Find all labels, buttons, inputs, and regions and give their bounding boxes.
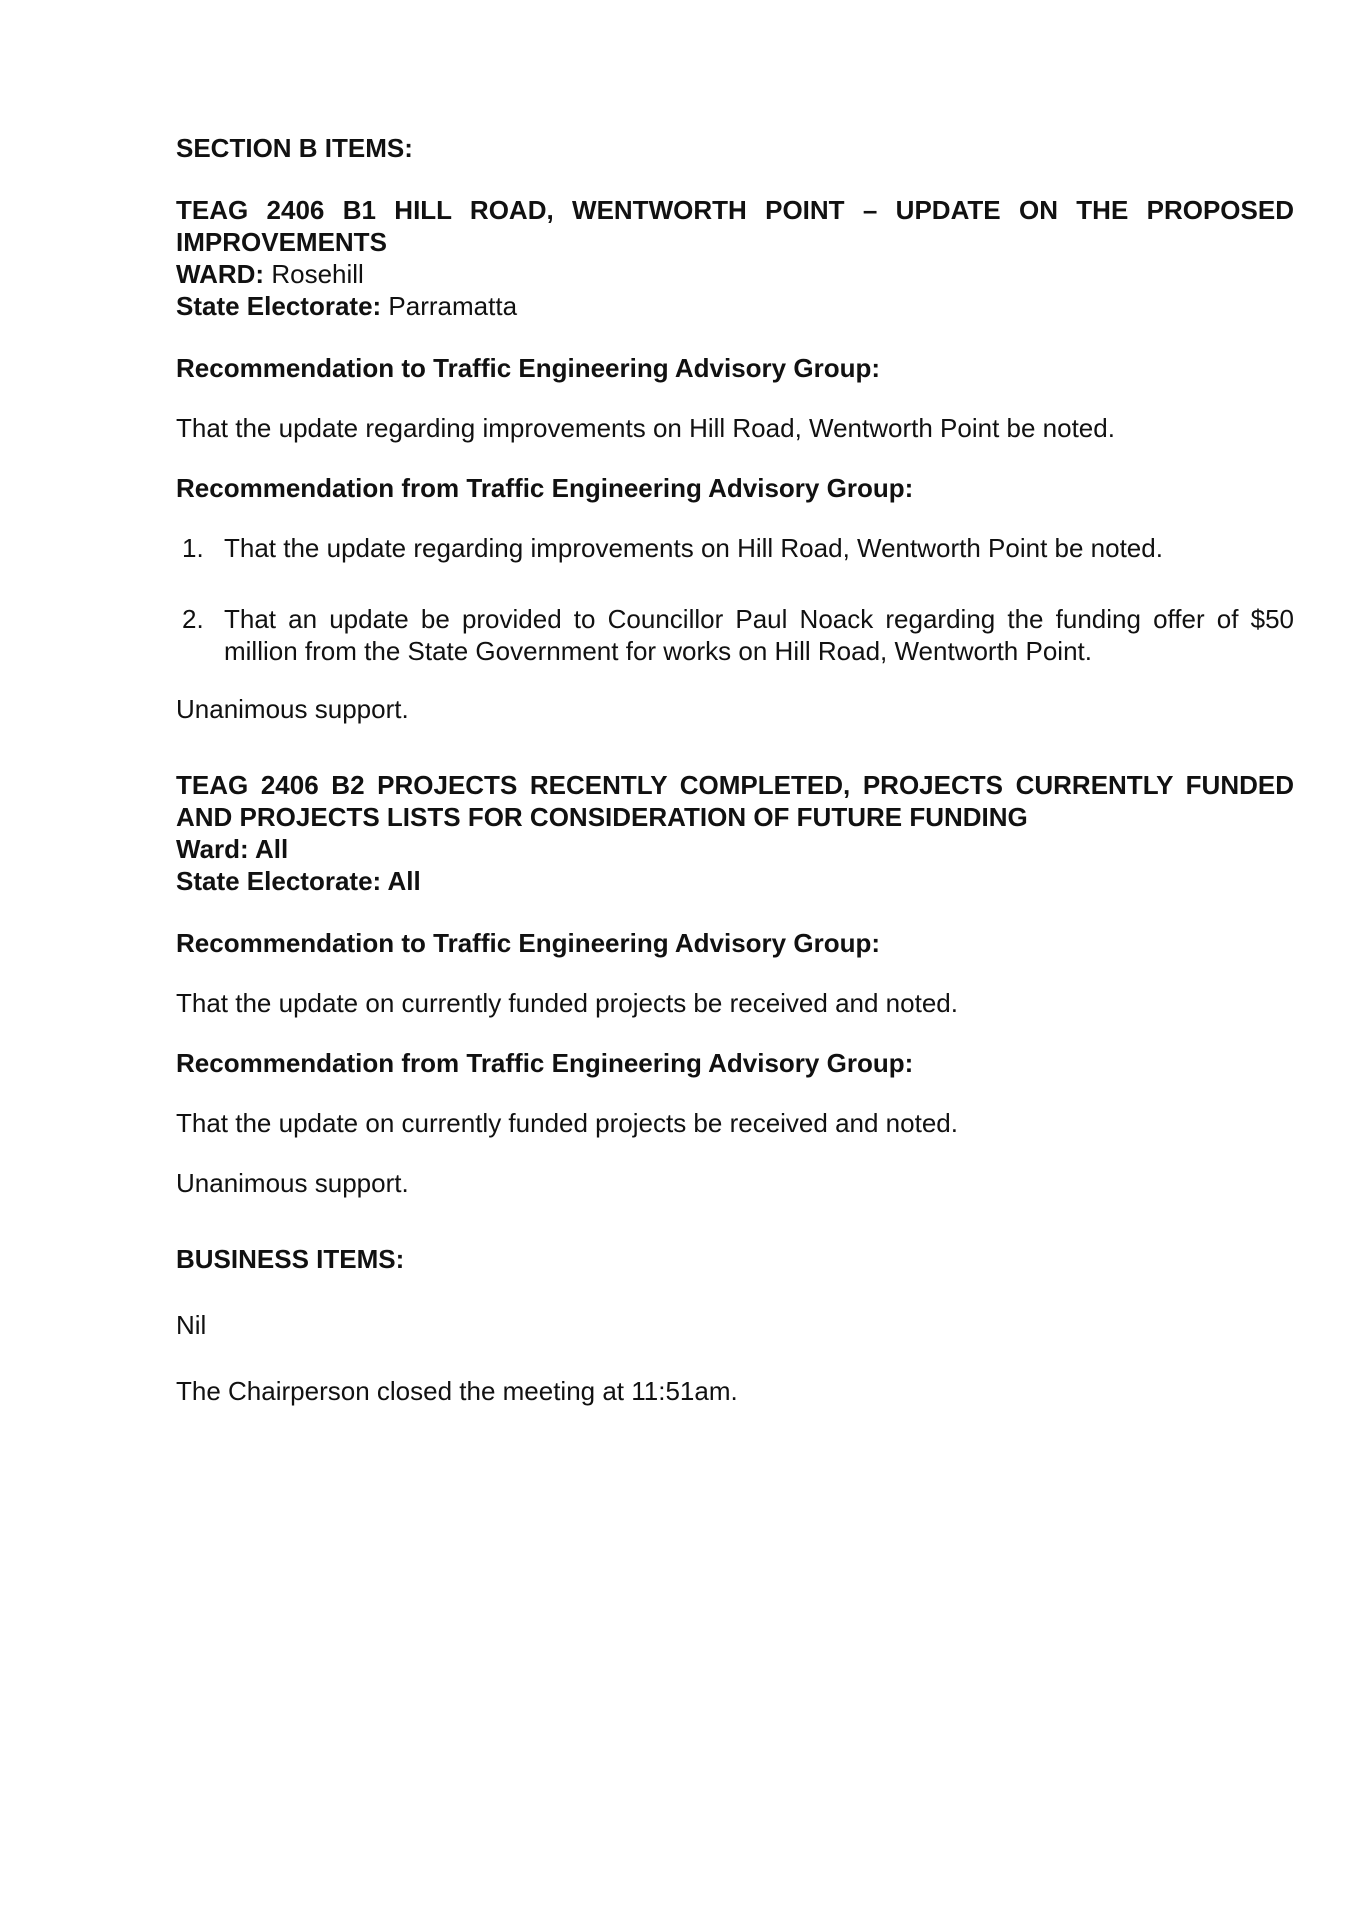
item-b1-support: Unanimous support. <box>176 694 409 724</box>
item-b2 <box>176 769 1294 1199</box>
item-b1-title: TEAG 2406 B1 HILL ROAD, WENTWORTH POINT – UPDATE ON THE PROPOSED IMPROVEMENTS <box>176 195 1294 257</box>
item-b1-rec-from-heading: Recommendation from Traffic Engineering Advisory Group: <box>176 473 914 503</box>
item-b1-rec-to-heading: Recommendation to Traffic Engineering Advisory Group: <box>176 353 881 383</box>
closing-statement: The Chairperson closed the meeting at 11:51am. <box>176 1376 738 1406</box>
item-b2-rec-from-text: That the update on currently funded projects be received and noted. <box>176 1108 958 1138</box>
ward-value: Rosehill <box>271 259 364 289</box>
item-b2-support: Unanimous support. <box>176 1168 409 1198</box>
list-item <box>176 603 1294 667</box>
list-item-number: 1. <box>182 533 204 563</box>
electorate-label: State Electorate: <box>176 291 382 321</box>
item-b2-ward: Ward: All <box>176 834 289 864</box>
list-item-text: That an update be provided to Councillor Paul Noack regarding the funding offer of $50 million from the State Government for works on Hill Road, Wentworth Point. <box>224 604 1294 666</box>
item-b2-rec-to-heading: Recommendation to Traffic Engineering Advisory Group: <box>176 928 881 958</box>
list-item-text: That the update regarding improvements on Hill Road, Wentworth Point be noted. <box>224 533 1163 563</box>
item-b2-electorate: State Electorate: All <box>176 866 421 896</box>
business-text: Nil <box>176 1310 207 1340</box>
business-heading: BUSINESS ITEMS: <box>176 1244 405 1274</box>
document-page <box>176 132 1294 1407</box>
item-b2-title: TEAG 2406 B2 PROJECTS RECENTLY COMPLETED, PROJECTS CURRENTLY FUNDED AND PROJECTS LISTS FOR CONSIDERATION OF FUTURE FUNDING <box>176 770 1294 832</box>
item-b2-rec-from-heading: Recommendation from Traffic Engineering Advisory Group: <box>176 1048 914 1078</box>
business-items <box>176 1243 1294 1341</box>
item-b1-ward <box>176 258 1294 290</box>
item-b1 <box>176 194 1294 725</box>
ward-label: WARD: <box>176 259 265 289</box>
item-b1-rec-to-text: That the update regarding improvements on Hill Road, Wentworth Point be noted. <box>176 413 1115 443</box>
item-b1-rec-from-list <box>176 532 1294 667</box>
list-item <box>176 532 1294 564</box>
list-item-number: 2. <box>182 604 204 634</box>
item-b2-rec-to-text: That the update on currently funded projects be received and noted. <box>176 988 958 1018</box>
section-b-heading: SECTION B ITEMS: <box>176 133 413 163</box>
electorate-value: Parramatta <box>388 291 518 321</box>
item-b1-electorate <box>176 290 1294 322</box>
